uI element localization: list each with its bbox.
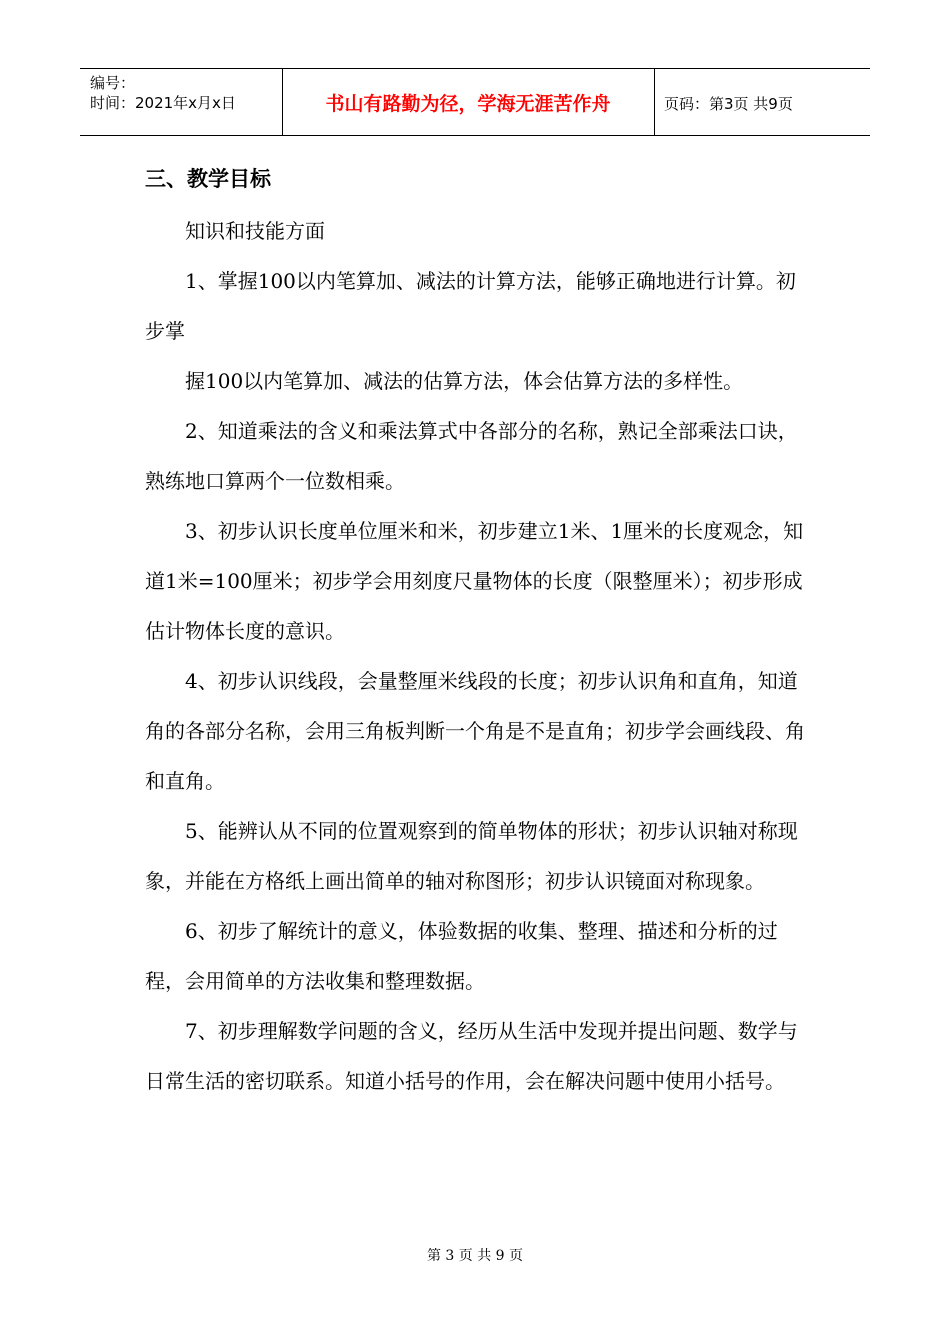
paragraph: 2、知道乘法的含义和乘法算式中各部分的名称，熟记全部乘法口诀，熟练地口算两个一位数相乘。 — [145, 419, 798, 493]
paragraph: 7、初步理解数学问题的含义，经历从生活中发现并提出问题、数学与日常生活的密切联系。知道小括号的作用，会在解决问题中使用小括号。 — [145, 1019, 798, 1093]
paragraph: 3、初步认识长度单位厘米和米，初步建立1米、1厘米的长度观念，知道1米=100厘米；初步学会用刻度尺量物体的长度（限整厘米）；初步形成估计物体长度的意识。 — [145, 519, 804, 643]
section-heading: 三、教学目标 — [145, 167, 271, 191]
page-header — [80, 68, 870, 136]
document-body — [145, 164, 807, 1106]
paragraph: 握100以内笔算加、减法的估算方法，体会估算方法的多样性。 — [185, 369, 744, 393]
header-motto: 书山有路勤为径，学海无涯苦作舟 — [325, 93, 611, 115]
header-divider — [654, 69, 655, 135]
subheading: 知识和技能方面 — [185, 219, 325, 243]
page-footer: 第 3 页 共 9 页 — [426, 1248, 524, 1264]
paragraph: 5、能辨认从不同的位置观察到的简单物体的形状；初步认识轴对称现象，并能在方格纸上画出简单的轴对称图形；初步认识镜面对称现象。 — [145, 819, 798, 893]
document-number-label: 编号： — [90, 74, 136, 92]
header-meta — [90, 73, 236, 113]
header-page-indicator: 页码：第3页 共9页 — [664, 95, 793, 113]
paragraph: 1、掌握100以内笔算加、减法的计算方法，能够正确地进行计算。初步掌 — [145, 269, 796, 343]
paragraph: 4、初步认识线段，会量整厘米线段的长度；初步认识角和直角，知道角的各部分名称，会用三角板判断一个角是不是直角；初步学会画线段、角和直角。 — [145, 669, 805, 793]
paragraph: 6、初步了解统计的意义，体验数据的收集、整理、描述和分析的过程，会用简单的方法收集和整理数据。 — [145, 919, 778, 993]
document-date: 时间：2021年x月x日 — [90, 94, 236, 112]
